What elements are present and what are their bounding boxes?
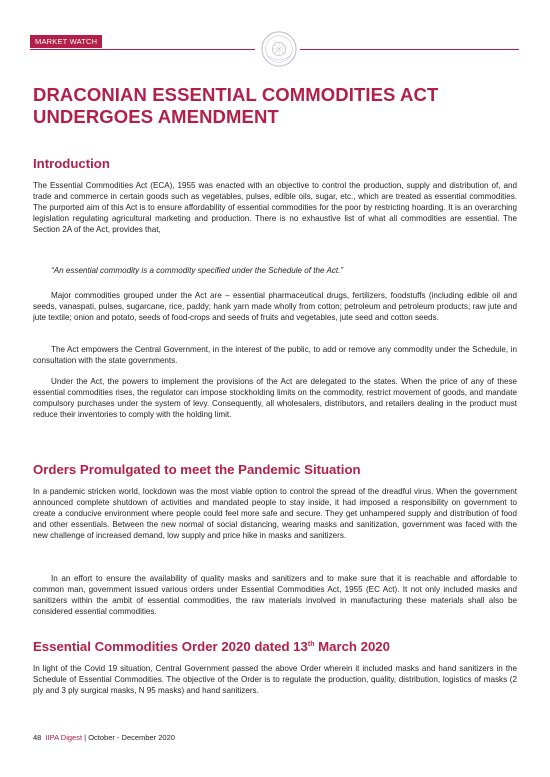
heading-main-text: Essential Commodities Order 2020 dated 13 <box>33 639 308 654</box>
page-footer <box>33 733 175 743</box>
issue-date: October - December 2020 <box>88 733 175 742</box>
paragraph-under-the-act: Under the Act, the powers to implement the provisions of the Act are delegated to the states. When the price of any of these essential commodities rises, the regulator can impose stockholding limits on the commodity, restrict movement of goods, and mandate compulsory purchases under the system of levy. Consequently, all wholesalers, distributors, and retailers dealing in the product must reduce their inventories to comply with the holding limit. <box>33 377 517 419</box>
paragraph-intro: The Essential Commodities Act (ECA), 1955 was enacted with an objective to control the production, supply and distribution of, and trade and commerce in certain goods such as vegetables, pulses, edible oils, sugar, etc., which are treated as essential commodities. The purported aim of this Act is to ensure affordability of essential commodities for the poor by restricting hoarding. It is an overarching legislation regulating agricultural marketing and production. There is no exhaustive list of what all commodities are essential. The Section 2A of the Act, provides that, <box>33 181 517 234</box>
section-heading-introduction: Introduction <box>33 156 110 171</box>
paragraph-covid-order: In light of the Covid 19 situation, Central Government passed the above Order wherein it included masks and hand sanitizers in the Schedule of Essential Commodities. The objective of the Order is to regulate the production, quality, distribution, logistics of masks (2 ply and 3 ply surgical masks, N 95 masks) and hand sanitizers. <box>33 664 517 695</box>
heading-superscript: th <box>307 641 315 648</box>
header-rule-right <box>300 49 519 50</box>
paragraph-major-commodities: Major commodities grouped under the Act are – essential pharmaceutical drugs, fertilizers, foodstuffs (including edible oil and seeds, vanaspati, pulses, sugarcane, rice, paddy; hank yarn made wholly from cotton; petroleum and petroleum products; raw jute and jute textile; onion and potato, seeds of food-crops and seeds of fruits and vegetables, jute seed and cotton seeds. <box>33 291 517 322</box>
section-heading-orders: Orders Promulgated to meet the Pandemic Situation <box>33 462 361 477</box>
section-heading-order-2020 <box>33 639 390 655</box>
article-title: DRACONIAN ESSENTIAL COMMODITIES ACT UNDERGOES AMENDMENT <box>33 84 439 127</box>
footer-separator: | <box>84 733 87 742</box>
section-tag: MARKET WATCH <box>30 35 102 48</box>
emblem-icon <box>260 30 298 68</box>
publication-name: IIPA Digest <box>45 733 83 742</box>
paragraph-quote: “An essential commodity is a commodity specified under the Schedule of the Act.” <box>51 266 344 275</box>
page-number: 48 <box>33 733 42 742</box>
paragraph-masks-sanitizers: In an effort to ensure the availability of quality masks and sanitizers and to make sure that it is reachable and affordable to common man, government issued various orders under Essential Commodities Act, 1955 (EC Act). It not only included masks and sanitizers within the ambit of essential commodities, the raw materials involved in manufacturing these materials shall also be considered essential commodities. <box>33 574 517 616</box>
paragraph-act-empowers: The Act empowers the Central Government, in the interest of the public, to add or remove any commodity under the Schedule, in consultation with the state governments. <box>33 345 517 365</box>
heading-tail-text: March 2020 <box>314 639 390 654</box>
header-rule-left <box>30 49 255 50</box>
paragraph-pandemic: In a pandemic stricken world, lockdown was the most viable option to control the spread of the dreadful virus. When the government announced complete shutdown of activities and mandated people to stay inside, it had imposed a responsibility on government to create a conducive environment where people could feel more safe and secure. They get unhampered supply and distribution of food and other essentials. Between the new normal of social distancing, wearing masks and sanitization, government was faced with the new challenge of increased demand, low supply and price hike in masks and sanitizers. <box>33 487 517 540</box>
